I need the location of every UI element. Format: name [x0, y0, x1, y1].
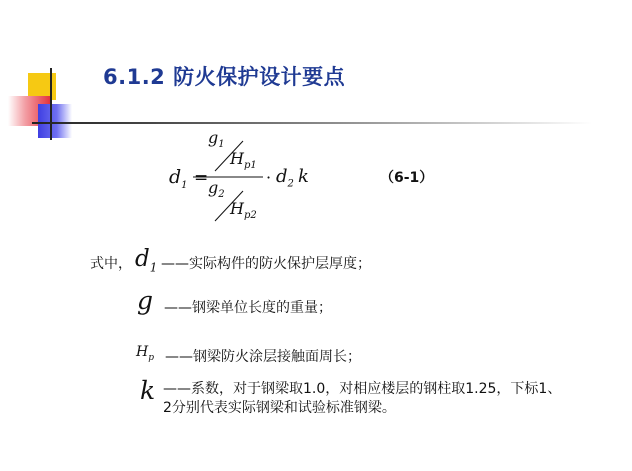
formula-d2: $d_2$ — [276, 166, 294, 190]
formula-g1: $g_1$ — [208, 128, 225, 151]
equation-number: （6-1） — [380, 170, 434, 186]
def-k-text: ——系数，对于钢梁取1.0，对相应楼层的钢柱取1.25，下标1、2分别代表实际钢梁和试验标准钢梁。 — [163, 381, 562, 416]
formula-g2: $g_2$ — [208, 178, 225, 201]
def-g-text: ——钢梁单位长度的重量； — [164, 300, 332, 316]
logo-vertical-line — [50, 68, 52, 140]
formula-k: k — [298, 166, 309, 187]
def-g-symbol: g — [137, 286, 154, 315]
definitions-lead: 式中， — [90, 256, 132, 272]
formula — [150, 128, 350, 228]
title-underline — [32, 122, 592, 124]
formula-equals: = — [194, 168, 209, 188]
def-hp-symbol: $H_p$ — [136, 344, 154, 363]
formula-hp1: $H_{p1}$ — [230, 149, 257, 172]
def-d1-symbol: $d_1$ — [135, 246, 158, 275]
def-hp-text: ——钢梁防火涂层接触面周长； — [165, 349, 361, 365]
page-title: 6.1.2 防火保护设计要点 — [103, 65, 346, 89]
def-k-symbol: k — [140, 376, 156, 405]
formula-dot: · — [266, 168, 272, 187]
formula-lhs: $d_1$ — [169, 166, 188, 191]
def-d1-text: ——实际构件的防火保护层厚度； — [161, 256, 371, 272]
logo-square-blue — [38, 104, 72, 138]
formula-hp2: $H_{p2}$ — [230, 199, 257, 222]
